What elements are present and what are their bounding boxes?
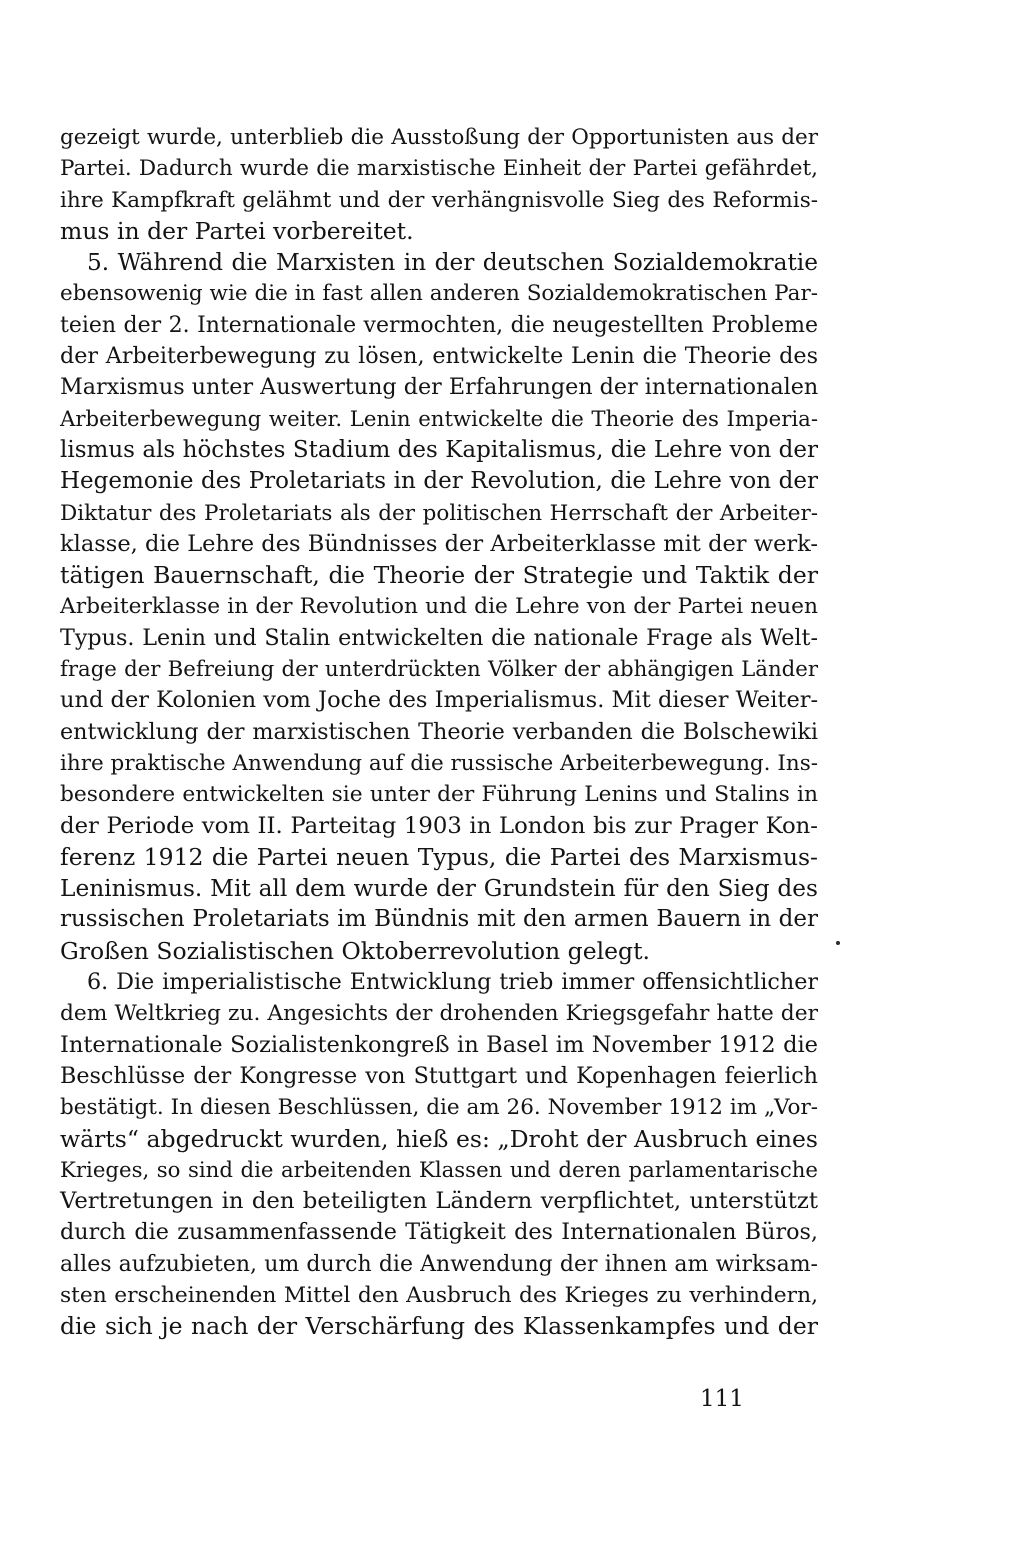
text-line: besondere entwickelten sie unter der Führung Lenins und Stalins in [60, 782, 818, 808]
text-line: Hegemonie des Proletariats in der Revolution, die Lehre von der [60, 468, 818, 495]
text-line: Arbeiterbewegung weiter. Lenin entwickelte die Theorie des Imperia- [60, 406, 818, 432]
text-line: wärts“ abgedruckt wurden, hieß es: „Droht der Ausbruch eines [60, 1124, 818, 1153]
text-line: alles aufzubieten, um durch die Anwendung der ihnen am wirksam- [60, 1251, 818, 1277]
text-line: teien der 2. Internationale vermochten, die neugestellten Probleme [60, 312, 818, 338]
text-line: der Arbeiterbewegung zu lösen, entwickelte Lenin die Theorie des [60, 343, 818, 370]
text-line: ihre Kampfkraft gelähmt und der verhängnisvolle Sieg des Reformis- [60, 187, 818, 213]
text-line: 6. Die imperialistische Entwicklung trieb immer offensichtlicher [87, 969, 818, 996]
ink-speck [836, 941, 840, 945]
text-line: mus in der Partei vorbereitet. [60, 216, 414, 245]
text-line: durch die zusammenfassende Tätigkeit des Internationalen Büros, [60, 1219, 818, 1246]
text-line: Vertretungen in den beteiligten Ländern verpflichtet, unterstützt [60, 1188, 818, 1215]
text-line: Marxismus unter Auswertung der Erfahrungen der internationalen [60, 374, 819, 401]
text-line: gezeigt wurde, unterblieb die Ausstoßung der Opportunisten aus der [60, 125, 818, 150]
text-line: lismus als höchstes Stadium des Kapitalismus, die Lehre von der [60, 436, 818, 463]
text-line: Großen Sozialistischen Oktoberrevolution gelegt. [60, 936, 650, 965]
page-number: 111 [700, 1386, 744, 1412]
text-line: dem Weltkrieg zu. Angesichts der drohenden Kriegsgefahr hatte der [60, 1001, 818, 1027]
text-line: die sich je nach der Verschärfung des Klassenkampfes und der [60, 1312, 818, 1341]
text-line: 5. Während die Marxisten in der deutschen Sozialdemokratie [87, 249, 818, 277]
text-line: ferenz 1912 die Partei neuen Typus, die Partei des Marxismus- [60, 842, 818, 871]
text-line: Beschlüsse der Kongresse von Stuttgart und Kopenhagen feierlich [60, 1062, 818, 1089]
text-line: Internationale Sozialistenkongreß in Basel im November 1912 die [60, 1031, 818, 1058]
body-text [60, 122, 818, 1343]
text-line: entwicklung der marxistischen Theorie verbanden die Bolschewiki [60, 718, 818, 745]
text-line: Diktatur des Proletariats als der politischen Herrschaft der Arbeiter- [60, 500, 818, 526]
text-line: Arbeiterklasse in der Revolution und die Lehre von der Partei neuen [60, 594, 818, 620]
text-line: tätigen Bauernschaft, die Theorie der Strategie und Taktik der [60, 561, 818, 590]
text-line: Krieges, so sind die arbeitenden Klassen und deren parlamentarische [60, 1157, 818, 1183]
text-line: frage der Befreiung der unterdrückten Völker der abhängigen Länder [60, 657, 818, 683]
text-line: Leninismus. Mit all dem wurde der Grundstein für den Sieg des [60, 875, 818, 903]
text-line: Typus. Lenin und Stalin entwickelten die nationale Frage als Welt- [60, 624, 818, 651]
text-line: russischen Proletariats im Bündnis mit den armen Bauern in der [60, 906, 818, 933]
text-line: ihre praktische Anwendung auf die russische Arbeiterbewegung. Ins- [60, 750, 818, 776]
text-line: der Periode vom II. Parteitag 1903 in London bis zur Prager Kon- [60, 812, 818, 839]
text-line: Partei. Dadurch wurde die marxistische Einheit der Partei gefährdet, [60, 156, 818, 182]
text-line: und der Kolonien vom Joche des Imperialismus. Mit dieser Weiter- [60, 687, 819, 714]
text-line: ebensowenig wie die in fast allen anderen Sozialdemokratischen Par- [60, 281, 818, 307]
text-line: sten erscheinenden Mittel den Ausbruch des Krieges zu verhindern, [60, 1282, 818, 1308]
text-line: bestätigt. In diesen Beschlüssen, die am 26. November 1912 im „Vor- [60, 1095, 818, 1121]
text-line: klasse, die Lehre des Bündnisses der Arbeiterklasse mit der werk- [60, 530, 818, 557]
